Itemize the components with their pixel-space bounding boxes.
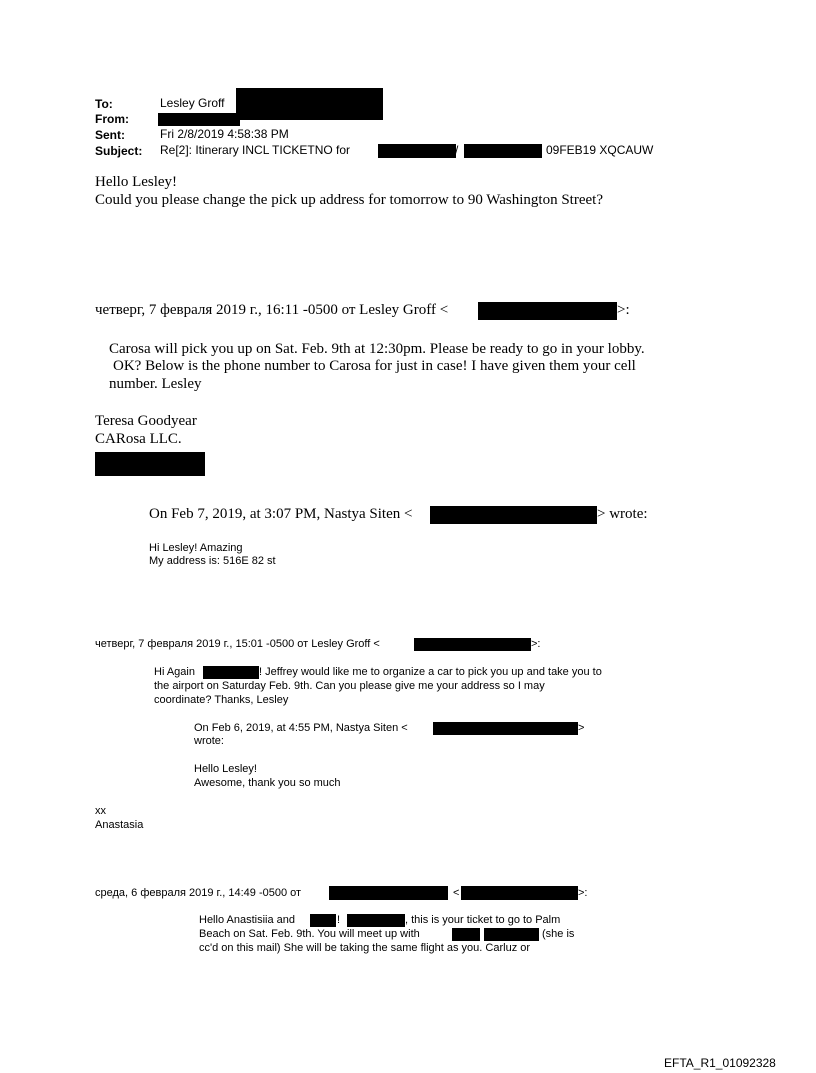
redaction-subject-1 [378, 143, 459, 158]
quote-line: number. Lesley [109, 376, 202, 392]
quote-line: Beach on Sat. Feb. 9th. You will meet up with [199, 928, 420, 940]
quote-line: Hi Again [154, 666, 195, 678]
quote-intro: четверг, 7 февраля 2019 г., 15:01 -0500 от Lesley Groff < [95, 638, 380, 650]
quote-line: Carosa will pick you up on Sat. Feb. 9th at 12:30pm. Please be ready to go in your lobby. [109, 341, 645, 357]
redaction-email-address [433, 722, 578, 735]
redaction-name [452, 928, 480, 941]
subject-slash: / [455, 143, 459, 157]
from-label: From: [95, 112, 129, 126]
signature-name: Teresa Goodyear [95, 413, 197, 429]
signature-line: xx [95, 805, 106, 817]
quote-line: cc'd on this mail) She will be taking the same flight as you. Carluz or [199, 942, 531, 954]
redaction-sender-name [329, 886, 448, 900]
redaction-name [484, 928, 539, 941]
quote-intro-end: >: [531, 638, 541, 650]
subject-suffix: 09FEB19 XQCAUW [546, 143, 654, 157]
quote-line: Awesome, thank you so much [194, 777, 341, 789]
redaction-from [158, 113, 240, 126]
quote-line: coordinate? Thanks, Lesley [154, 694, 289, 706]
sent-value: Fri 2/8/2019 4:58:38 PM [160, 127, 289, 141]
signature-name: Anastasia [95, 819, 144, 831]
quote-intro: четверг, 7 февраля 2019 г., 16:11 -0500 от Lesley Groff < [95, 302, 449, 318]
quote-intro-continued: wrote: [194, 735, 224, 747]
quote-intro-end: > wrote: [597, 506, 648, 522]
quote-line: the airport on Saturday Feb. 9th. Can you please give me your address so I may [154, 680, 545, 692]
redaction-name [203, 666, 259, 679]
quote-intro: On Feb 6, 2019, at 4:55 PM, Nastya Siten < [194, 722, 408, 734]
redaction-email-address [461, 886, 578, 900]
message-greeting: Hello Lesley! [95, 174, 178, 190]
to-value: Lesley Groff [160, 96, 225, 110]
quote-intro-end: >: [578, 887, 588, 899]
quote-line: Hello Anastisiia and [199, 914, 296, 926]
redaction-to-email [236, 88, 383, 120]
quote-line: ! [337, 914, 341, 926]
redaction-email-address [414, 638, 531, 651]
sent-label: Sent: [95, 128, 125, 142]
quote-line: Hi Lesley! Amazing [149, 542, 243, 554]
quote-intro-end: > [578, 722, 585, 734]
quote-line: OK? Below is the phone number to Carosa for just in case! I have given them your cell [113, 358, 636, 374]
redaction-name [347, 914, 405, 927]
subject-label: Subject: [95, 144, 143, 158]
subject-prefix: Re[2]: Itinerary INCL TICKETNO for [160, 143, 351, 157]
quote-line: (she is [542, 928, 575, 940]
quote-line: My address is: 516E 82 st [149, 555, 276, 567]
quote-intro-lt: < [453, 887, 460, 899]
quote-intro: среда, 6 февраля 2019 г., 14:49 -0500 от [95, 887, 302, 899]
message-body: Could you please change the pick up address for tomorrow to 90 Washington Street? [95, 192, 603, 208]
quote-line: , this is your ticket to go to Palm [405, 914, 561, 926]
to-label: To: [95, 97, 113, 111]
quote-intro: On Feb 7, 2019, at 3:07 PM, Nastya Siten < [149, 506, 413, 522]
redaction-name [310, 914, 336, 927]
quote-line: ! Jeffrey would like me to organize a car to pick you up and take you to [259, 666, 602, 678]
redaction-subject-2 [464, 144, 542, 158]
signature-company: CARosa LLC. [95, 431, 182, 447]
redaction-email-address [430, 506, 597, 524]
redaction-email-address [478, 302, 617, 320]
document-id: EFTA_R1_01092328 [664, 1056, 776, 1070]
quote-intro-end: >: [617, 302, 630, 318]
redaction-phone [95, 452, 205, 476]
quote-line: Hello Lesley! [194, 763, 257, 775]
